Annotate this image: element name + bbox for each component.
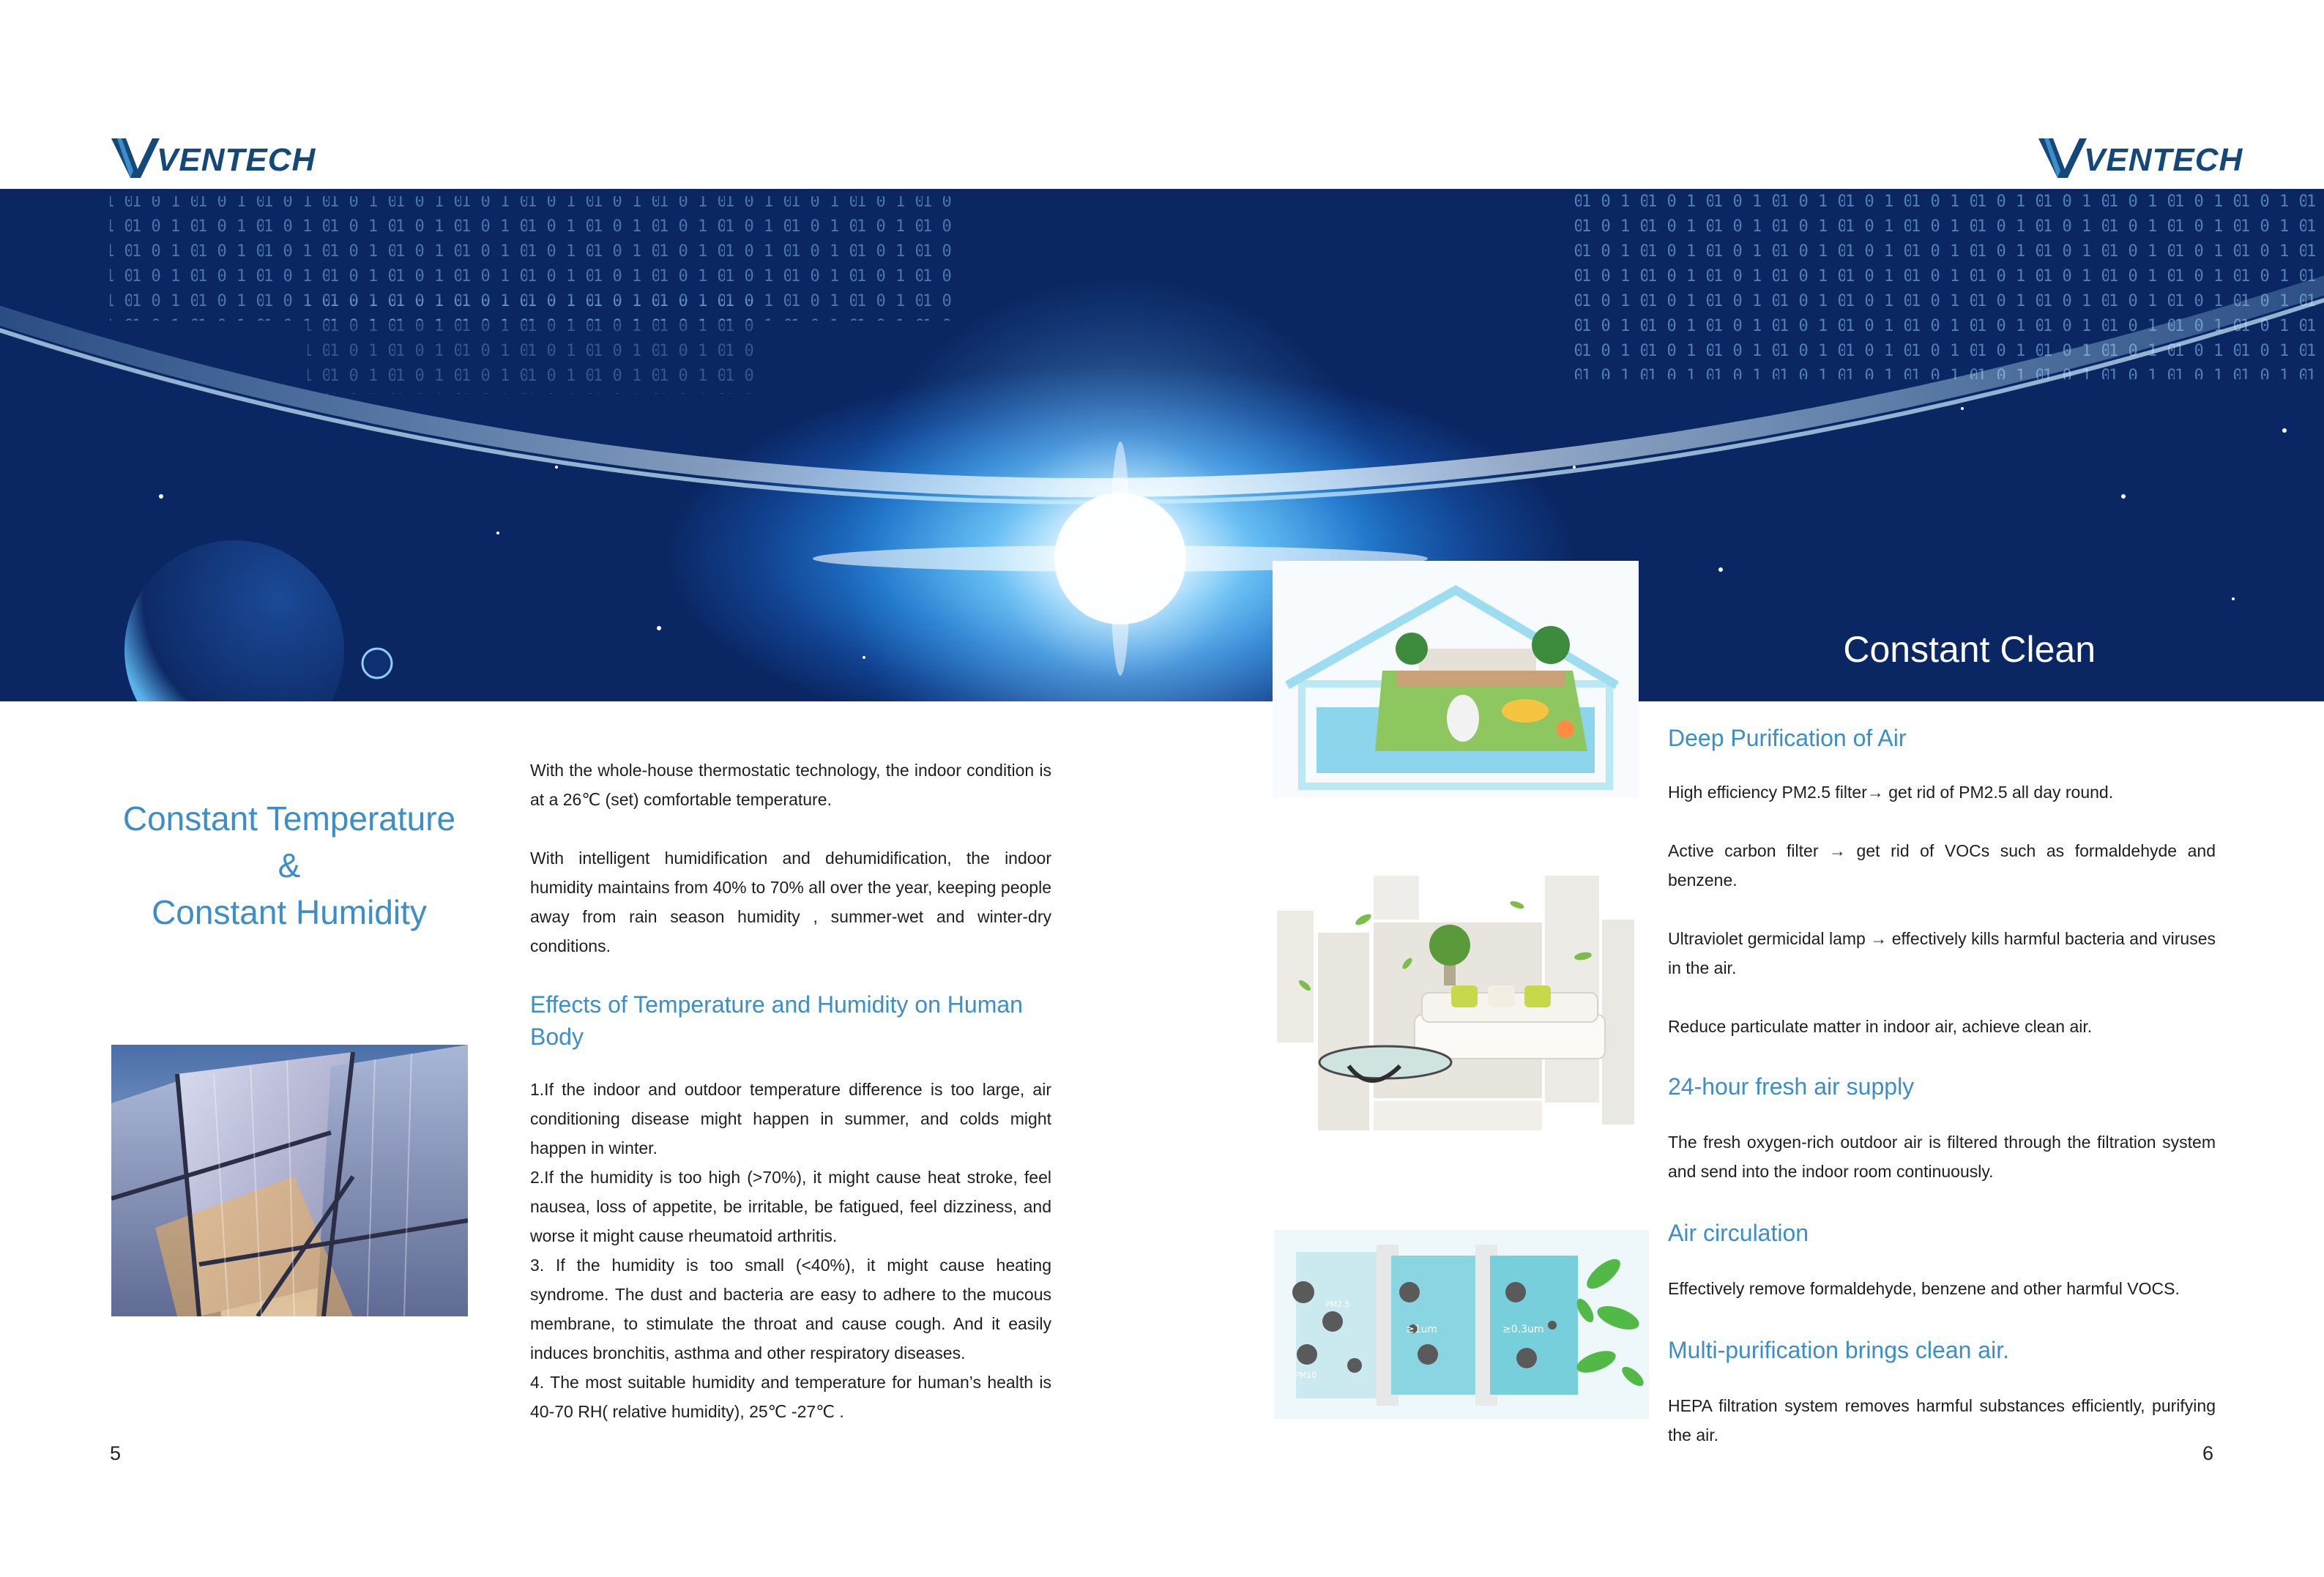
- brand-logo-right: [2037, 136, 2243, 180]
- brand-logo-text: VENTECH: [2084, 142, 2243, 178]
- glass-building-image: [111, 1045, 468, 1316]
- ventech-v-mark-icon: [2037, 137, 2088, 179]
- page-number-right: 6: [2202, 1442, 2214, 1464]
- fresh-air-paragraph: The fresh oxygen-rich outdoor air is filtered through the filtration system and send into the indoor room continuously.: [1668, 1133, 2216, 1181]
- filter-label-pm25: PM2.5: [1325, 1300, 1350, 1309]
- heading-line: Constant Humidity: [152, 893, 427, 931]
- multi-purification-paragraph: HEPA filtration system removes harmful substances efficiently, purifying the air.: [1668, 1396, 2216, 1444]
- deep-purification-paragraph-4: Reduce particulate matter in indoor air, achieve clean air.: [1668, 1017, 2093, 1036]
- space-banner: [0, 189, 2324, 701]
- intro-paragraph-1: With the whole-house thermostatic technology, the indoor condition is at a 26℃ (set) comfortable temperature.: [530, 761, 1051, 809]
- ventech-v-mark-icon: [110, 137, 161, 179]
- house-eco-photo: [1273, 561, 1639, 798]
- brand-logo-left: [110, 136, 316, 180]
- filter-label-gt03um: ≥0.3um: [1502, 1324, 1544, 1335]
- effects-item: 4. The most suitable humidity and temperature for human’s health is 40-70 RH( relative humidity), 25℃ -27℃ .: [530, 1373, 1051, 1421]
- intro-paragraph-2: With intelligent humidification and dehumidification, the indoor humidity maintains from 40% to 70% all over the year, keeping people away from rain season humidity , summer-wet and winter-dry conditions.: [530, 849, 1051, 955]
- section-title-air-circulation: Air circulation: [1668, 1220, 1809, 1246]
- heading-line: Constant Temperature: [122, 799, 456, 838]
- multi-layer-filter-image: [1274, 1230, 1649, 1419]
- deep-purification-paragraph-3: Ultraviolet germicidal lamp → effectively kills harmful bacteria and viruses in the air.: [1668, 929, 2216, 977]
- heading-line: &: [278, 846, 301, 884]
- effects-item: 1.If the indoor and outdoor temperature difference is too large, air conditioning disease might happen in summer, and colds might happen in winter.: [530, 1080, 1051, 1157]
- banner-title: Constant Clean: [1843, 629, 2096, 670]
- living-room-image: [1275, 876, 1634, 1136]
- deep-purification-paragraph-1: High efficiency PM2.5 filter→ get rid of PM2.5 all day round.: [1668, 783, 2114, 802]
- brand-logo-text: VENTECH: [157, 142, 316, 178]
- effects-section-title: Effects of Temperature and Humidity on Human Body: [530, 991, 1023, 1050]
- effects-item: 2.If the humidity is too high (>70%), it might cause heat stroke, feel nausea, loss of appetite, be irritable, be fatigued, feel dizziness, and worse it might cause rheumatoid arthritis.: [530, 1168, 1051, 1245]
- section-title-deep-purification: Deep Purification of Air: [1668, 725, 1907, 751]
- page-title-constant-temperature-humidity: [110, 795, 469, 936]
- filter-label-gt1um: ≥1um: [1406, 1324, 1438, 1335]
- space-horizon-illustration: [0, 189, 2324, 701]
- section-title-multi-purification: Multi-purification brings clean air.: [1668, 1337, 2009, 1363]
- air-circulation-paragraph: Effectively remove formaldehyde, benzene and other harmful VOCS.: [1668, 1279, 2180, 1298]
- filtration-diagram-photo: [1274, 1230, 1649, 1419]
- architecture-photo: [111, 1045, 468, 1316]
- effects-item: 3. If the humidity is too small (<40%), it might cause heating syndrome. The dust and bacteria are easy to adhere to the mucous membrane, to stimulate the throat and cause cough. And it easily induces bronchitis, asthma and other respiratory diseases.: [530, 1256, 1051, 1362]
- deep-purification-paragraph-2: Active carbon filter → get rid of VOCs such as formaldehyde and benzene.: [1668, 841, 2216, 890]
- filter-label-pm10: PM10: [1295, 1371, 1317, 1380]
- living-room-photo: [1275, 876, 1634, 1136]
- effects-list: [530, 1075, 1051, 1426]
- section-title-fresh-air: 24-hour fresh air supply: [1668, 1073, 1915, 1100]
- page-number-left: 5: [110, 1442, 122, 1464]
- house-nature-image: [1273, 561, 1639, 798]
